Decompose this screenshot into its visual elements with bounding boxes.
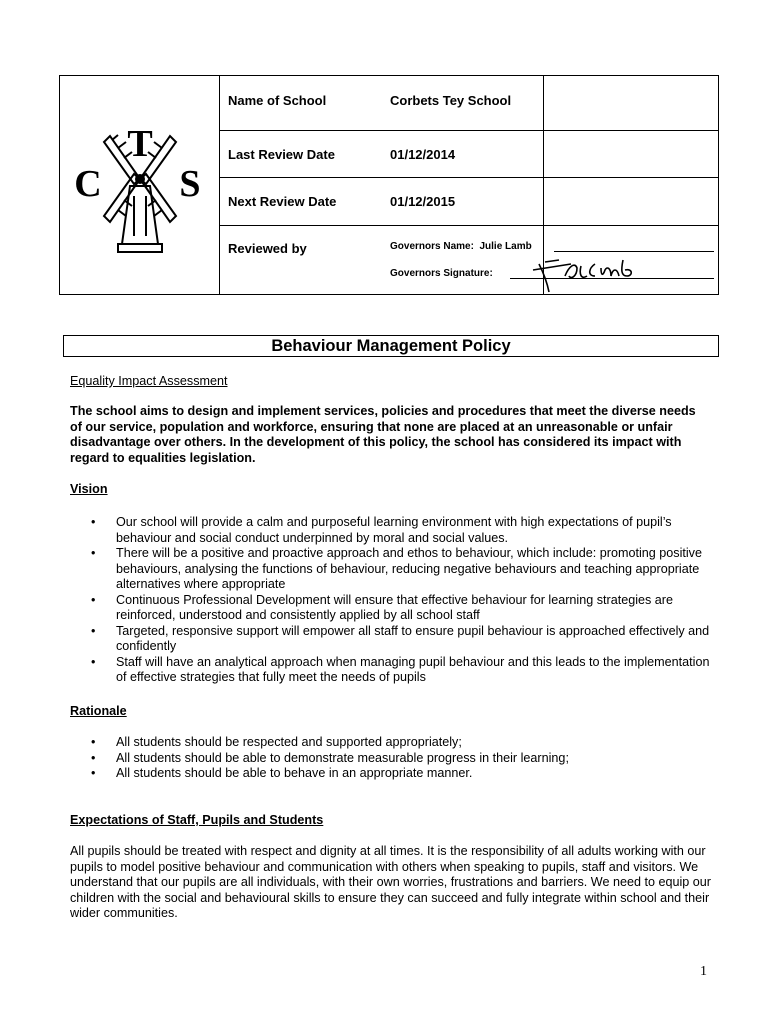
- vision-heading: Vision: [70, 482, 108, 496]
- value-next-review: 01/12/2015: [390, 194, 456, 209]
- handwritten-signature-icon: [525, 256, 665, 294]
- school-logo: [60, 76, 220, 294]
- row-reviewed-by: [220, 226, 718, 294]
- equality-heading: Equality Impact Assessment: [70, 374, 228, 388]
- list-item: • All students should be able to demonstrate measurable progress in their learning;: [70, 751, 715, 767]
- rationale-heading: Rationale: [70, 704, 127, 718]
- list-item: • There will be a positive and proactive approach and ethos to behaviour, which include: promoting positive behaviours, analysing the functions of behaviour, reducing negative behaviours and teaching appropriate alternatives where appropriate: [70, 546, 715, 593]
- governors-name: Julie Lamb: [479, 241, 532, 252]
- page-number: 1: [700, 964, 707, 979]
- label-next-review: Next Review Date: [228, 194, 337, 209]
- page-title: Behaviour Management Policy: [63, 335, 719, 357]
- vision-list: [70, 515, 715, 686]
- logo-letter-t: T: [127, 123, 153, 165]
- governors-name-line: [554, 251, 714, 252]
- list-item: • Staff will have an analytical approach when managing pupil behaviour and this leads to the implementation of effective strategies that fully meet the needs of pupils: [70, 655, 715, 686]
- list-item: • All students should be able to behave in an appropriate manner.: [70, 766, 715, 782]
- list-item: • Our school will provide a calm and purposeful learning environment with high expectations of pupil’s behaviour and social conduct underpinned by moral and social values.: [70, 515, 715, 546]
- value-last-review: 01/12/2014: [390, 147, 456, 162]
- header-table: [59, 75, 719, 295]
- governors-name-label: Governors Name: Julie Lamb: [390, 241, 532, 252]
- windmill-logo-icon: [60, 76, 219, 294]
- list-item: • All students should be respected and supported appropriately;: [70, 735, 715, 751]
- label-reviewed-by: Reviewed by: [228, 241, 307, 256]
- expectations-heading: Expectations of Staff, Pupils and Students: [70, 813, 324, 827]
- logo-letter-s: S: [179, 163, 201, 205]
- equality-text: The school aims to design and implement services, policies and procedures that meet the diverse needs of our service, population and workforce, ensuring that none are placed at an unreasonable or unfair disadvantage over others. In the development of this policy, the school has considered its impact with regard to equalities legislation.: [70, 404, 696, 465]
- row-last-review: [220, 131, 718, 178]
- label-school-name: Name of School: [228, 93, 327, 108]
- label-last-review: Last Review Date: [228, 147, 335, 162]
- governors-signature-label: Governors Signature:: [390, 268, 493, 279]
- expectations-text: All pupils should be treated with respect and dignity at all times. It is the responsibility of all adults working with our pupils to model positive behaviour and communication with others when speaking to pupils, staff and visitors. We understand that our pupils are all individuals, with their own worries, frustrations and barriers. We need to equip our children with the social and behavioural skills to ensure they can succeed and fully integrate within school and their wider communities.: [70, 844, 711, 920]
- row-next-review: [220, 178, 718, 226]
- list-item: • Continuous Professional Development will ensure that effective behaviour for learning strategies are reinforced, understood and consistently applied by all school staff: [70, 593, 715, 624]
- row-school-name: [220, 76, 718, 131]
- list-item: • Targeted, responsive support will empower all staff to ensure pupil behaviour is approached effectively and confidently: [70, 624, 715, 655]
- value-school-name: Corbets Tey School: [390, 93, 512, 108]
- logo-letter-c: C: [74, 163, 102, 205]
- rationale-list: [70, 735, 715, 782]
